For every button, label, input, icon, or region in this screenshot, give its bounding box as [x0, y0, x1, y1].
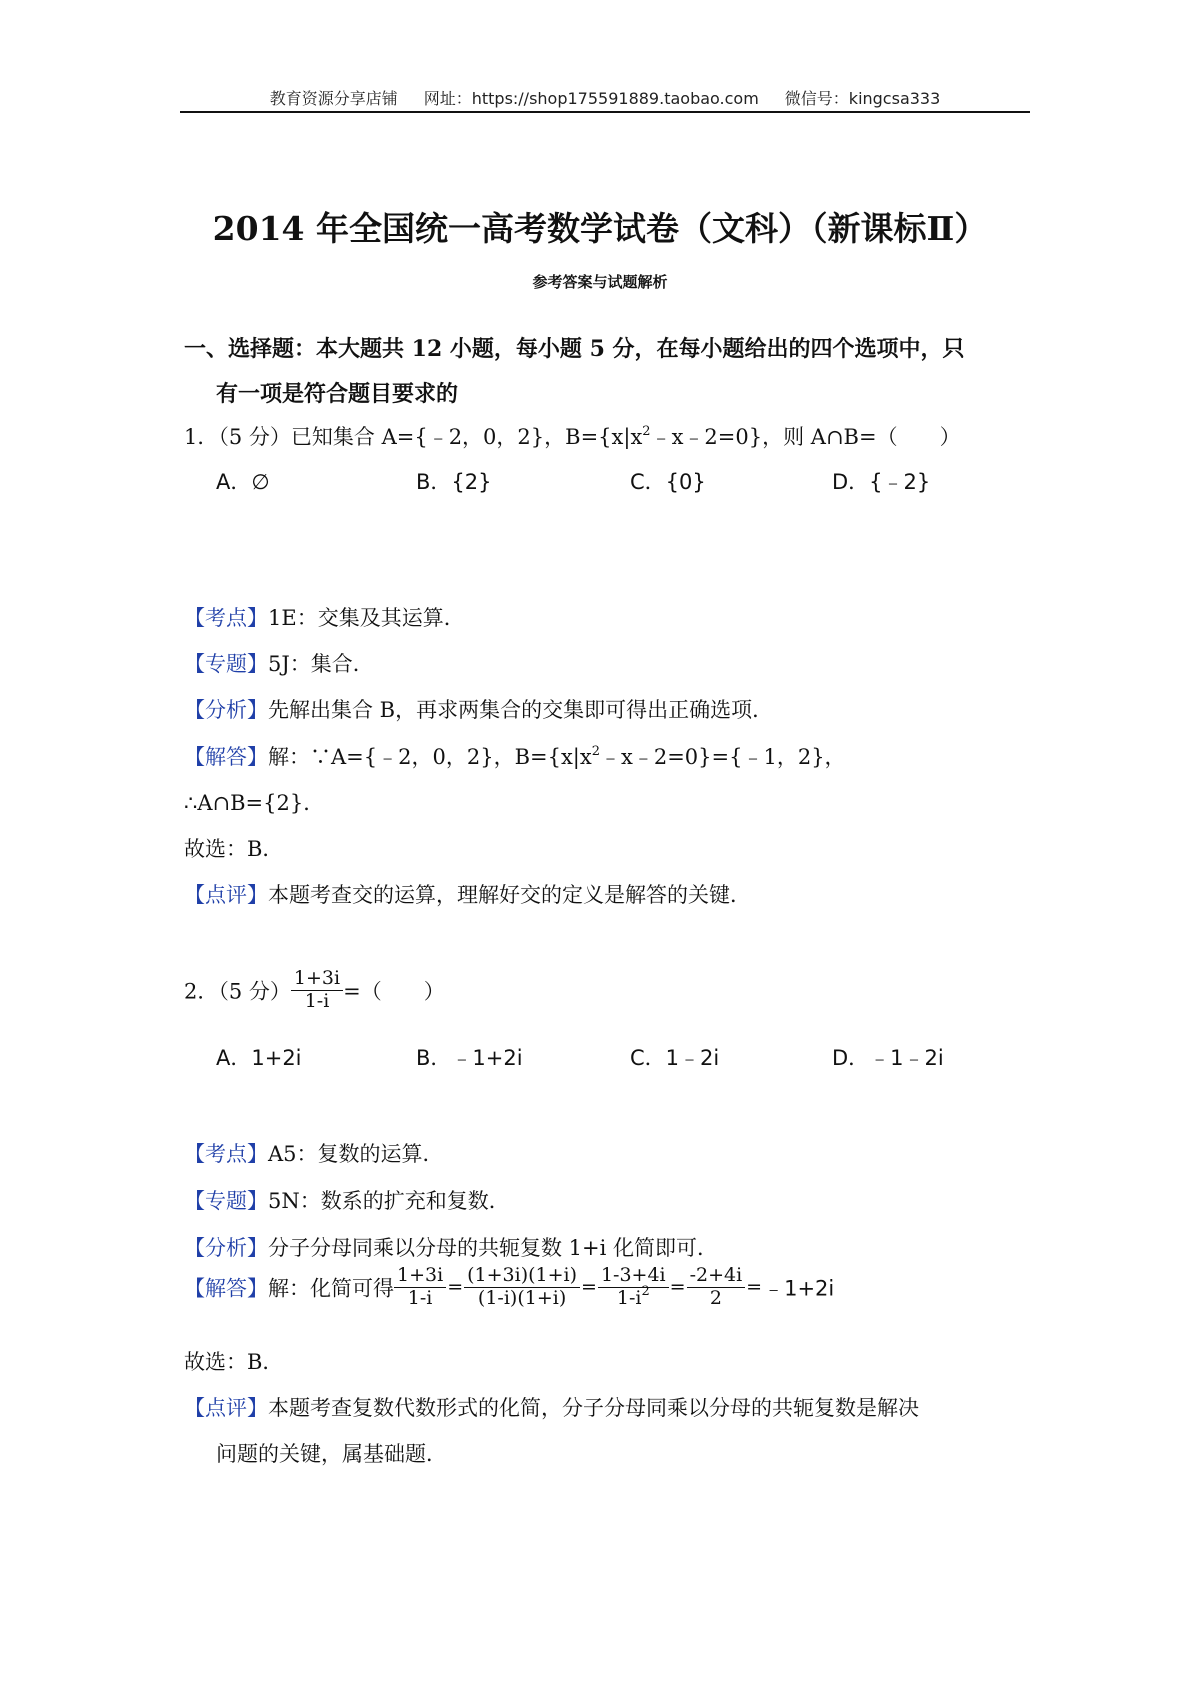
header-wechat: 微信号：kingcsa333: [784, 89, 941, 108]
q2-option-a: A．1+2i: [216, 1046, 302, 1070]
q2-jieda: [184, 1265, 834, 1310]
q1-jieda: [184, 741, 846, 771]
q1-stem-sup: 2: [642, 424, 651, 439]
q2-f3-num: 1-3+4i: [598, 1265, 669, 1288]
q2-kaodian-text: A5：复数的运算．: [268, 1142, 444, 1166]
q1-kaodian: [184, 602, 465, 632]
q2-jieda-frac-1: [394, 1265, 446, 1310]
q1-dianping: [184, 879, 751, 909]
q2-eq-1: =: [447, 1276, 464, 1299]
q1-jieda-sup: 2: [591, 744, 600, 759]
q2-eq-2: =: [581, 1276, 597, 1299]
q2-jieda-frac-3: [598, 1265, 669, 1310]
header-divider: [180, 111, 1030, 113]
q1-fenxi-text: 先解出集合 B，再求两集合的交集即可得出正确选项．: [268, 698, 774, 722]
q2-f1-num: 1+3i: [394, 1265, 446, 1288]
q1-option-c: C．{0}: [630, 470, 706, 494]
q2-stem: [184, 968, 445, 1013]
q1-fenxi-tag: 【分析】: [184, 698, 268, 722]
q2-f3-den: [598, 1283, 669, 1310]
q2-dianping-line1: [184, 1392, 919, 1422]
q2-stem-frac-num: 1+3i: [291, 968, 343, 991]
q1-stem-a: 1．（5 分）已知集合 A={﹣2，0，2}，B={x|x: [184, 425, 643, 449]
q2-dianping-text-1: 本题考查复数代数形式的化简，分子分母同乘以分母的共轭复数是解决: [268, 1396, 919, 1420]
q2-fenxi-text: 分子分母同乘以分母的共轭复数 1+i 化简即可．: [268, 1236, 719, 1260]
q2-dianping-tag: 【点评】: [184, 1396, 268, 1420]
q2-f1-den: 1-i: [407, 1286, 433, 1309]
q1-dianping-tag: 【点评】: [184, 883, 268, 907]
q2-f4-num: -2+4i: [687, 1265, 746, 1288]
q1-result: ∴A∩B={2}．: [184, 791, 325, 815]
q2-option-b: B．﹣1+2i: [416, 1046, 523, 1070]
q2-option-d: D．﹣1﹣2i: [832, 1046, 944, 1070]
q1-stem-b: ﹣x﹣2=0}，则 A∩B=（ ）: [650, 425, 961, 449]
header-shop: 教育资源分享店铺: [269, 89, 398, 108]
q1-zhuanti-text: 5J：集合．: [268, 652, 374, 676]
q2-jieda-frac-4: [687, 1265, 746, 1310]
q1-stem: [184, 421, 961, 451]
q2-eq-3: =: [669, 1276, 686, 1299]
q2-jieda-prefix: 解：化简可得: [268, 1276, 394, 1301]
section-heading-line2: 有一项是符合题目要求的: [216, 381, 459, 407]
q2-stem-fraction: [291, 968, 343, 1013]
q2-choice: 故选：B．: [184, 1350, 284, 1374]
q1-choice: 故选：B．: [184, 837, 284, 861]
q1-zhuanti: [184, 648, 374, 678]
q2-jieda-tag: 【解答】: [184, 1276, 268, 1301]
q2-f2-num: (1+3i)(1+i): [464, 1265, 580, 1288]
q2-stem-prefix: 2．（5 分）: [184, 979, 291, 1004]
q1-jieda-a: 解：∵A={﹣2，0，2}，B={x|x: [268, 745, 592, 769]
q2-fenxi: [184, 1232, 718, 1262]
q2-jieda-result: ﹣1+2i: [763, 1276, 835, 1301]
q2-option-c: C．1﹣2i: [630, 1046, 720, 1070]
q1-dianping-text: 本题考查交的运算，理解好交的定义是解答的关键．: [268, 883, 751, 907]
q2-zhuanti-tag: 【专题】: [184, 1189, 268, 1213]
q1-zhuanti-tag: 【专题】: [184, 652, 268, 676]
q2-kaodian: [184, 1138, 444, 1168]
q1-option-d: D．{﹣2}: [832, 470, 931, 494]
header-url: 网址：https://shop175591889.taobao.com: [423, 89, 759, 108]
q1-kaodian-text: 1E：交集及其运算．: [268, 606, 465, 630]
q1-jieda-b: ﹣x﹣2=0}={﹣1，2}，: [600, 745, 846, 769]
q1-jieda-tag: 【解答】: [184, 745, 268, 769]
section-heading-line1: 一、选择题：本大题共 12 小题，每小题 5 分，在每小题给出的四个选项中，只: [184, 336, 965, 362]
q2-zhuanti-text: 5N：数系的扩充和复数．: [268, 1189, 510, 1213]
page-header: [180, 86, 1030, 109]
q2-jieda-frac-2: [464, 1265, 580, 1310]
q2-f2-den: (1-i)(1+i): [477, 1286, 567, 1309]
q2-f4-den: 2: [709, 1286, 722, 1309]
q2-f3-den-sup: 2: [641, 1283, 650, 1299]
q2-stem-suffix: =（ ）: [343, 979, 445, 1004]
page-title: 2014 年全国统一高考数学试卷（文科）（新课标Ⅱ）: [212, 209, 988, 248]
page-subtitle: 参考答案与试题解析: [532, 273, 668, 291]
q2-eq-4: =: [746, 1276, 763, 1299]
q1-kaodian-tag: 【考点】: [184, 606, 268, 630]
q2-zhuanti: [184, 1185, 510, 1215]
q2-kaodian-tag: 【考点】: [184, 1142, 268, 1166]
q2-dianping-line2: 问题的关键，属基础题．: [216, 1442, 447, 1466]
q2-f3-den-base: 1-i: [616, 1286, 642, 1309]
q1-option-a: A．∅: [216, 470, 270, 494]
q2-stem-frac-den: 1-i: [304, 989, 330, 1012]
q1-option-b: B．{2}: [416, 470, 492, 494]
q2-fenxi-tag: 【分析】: [184, 1236, 268, 1260]
q1-fenxi: [184, 694, 773, 724]
